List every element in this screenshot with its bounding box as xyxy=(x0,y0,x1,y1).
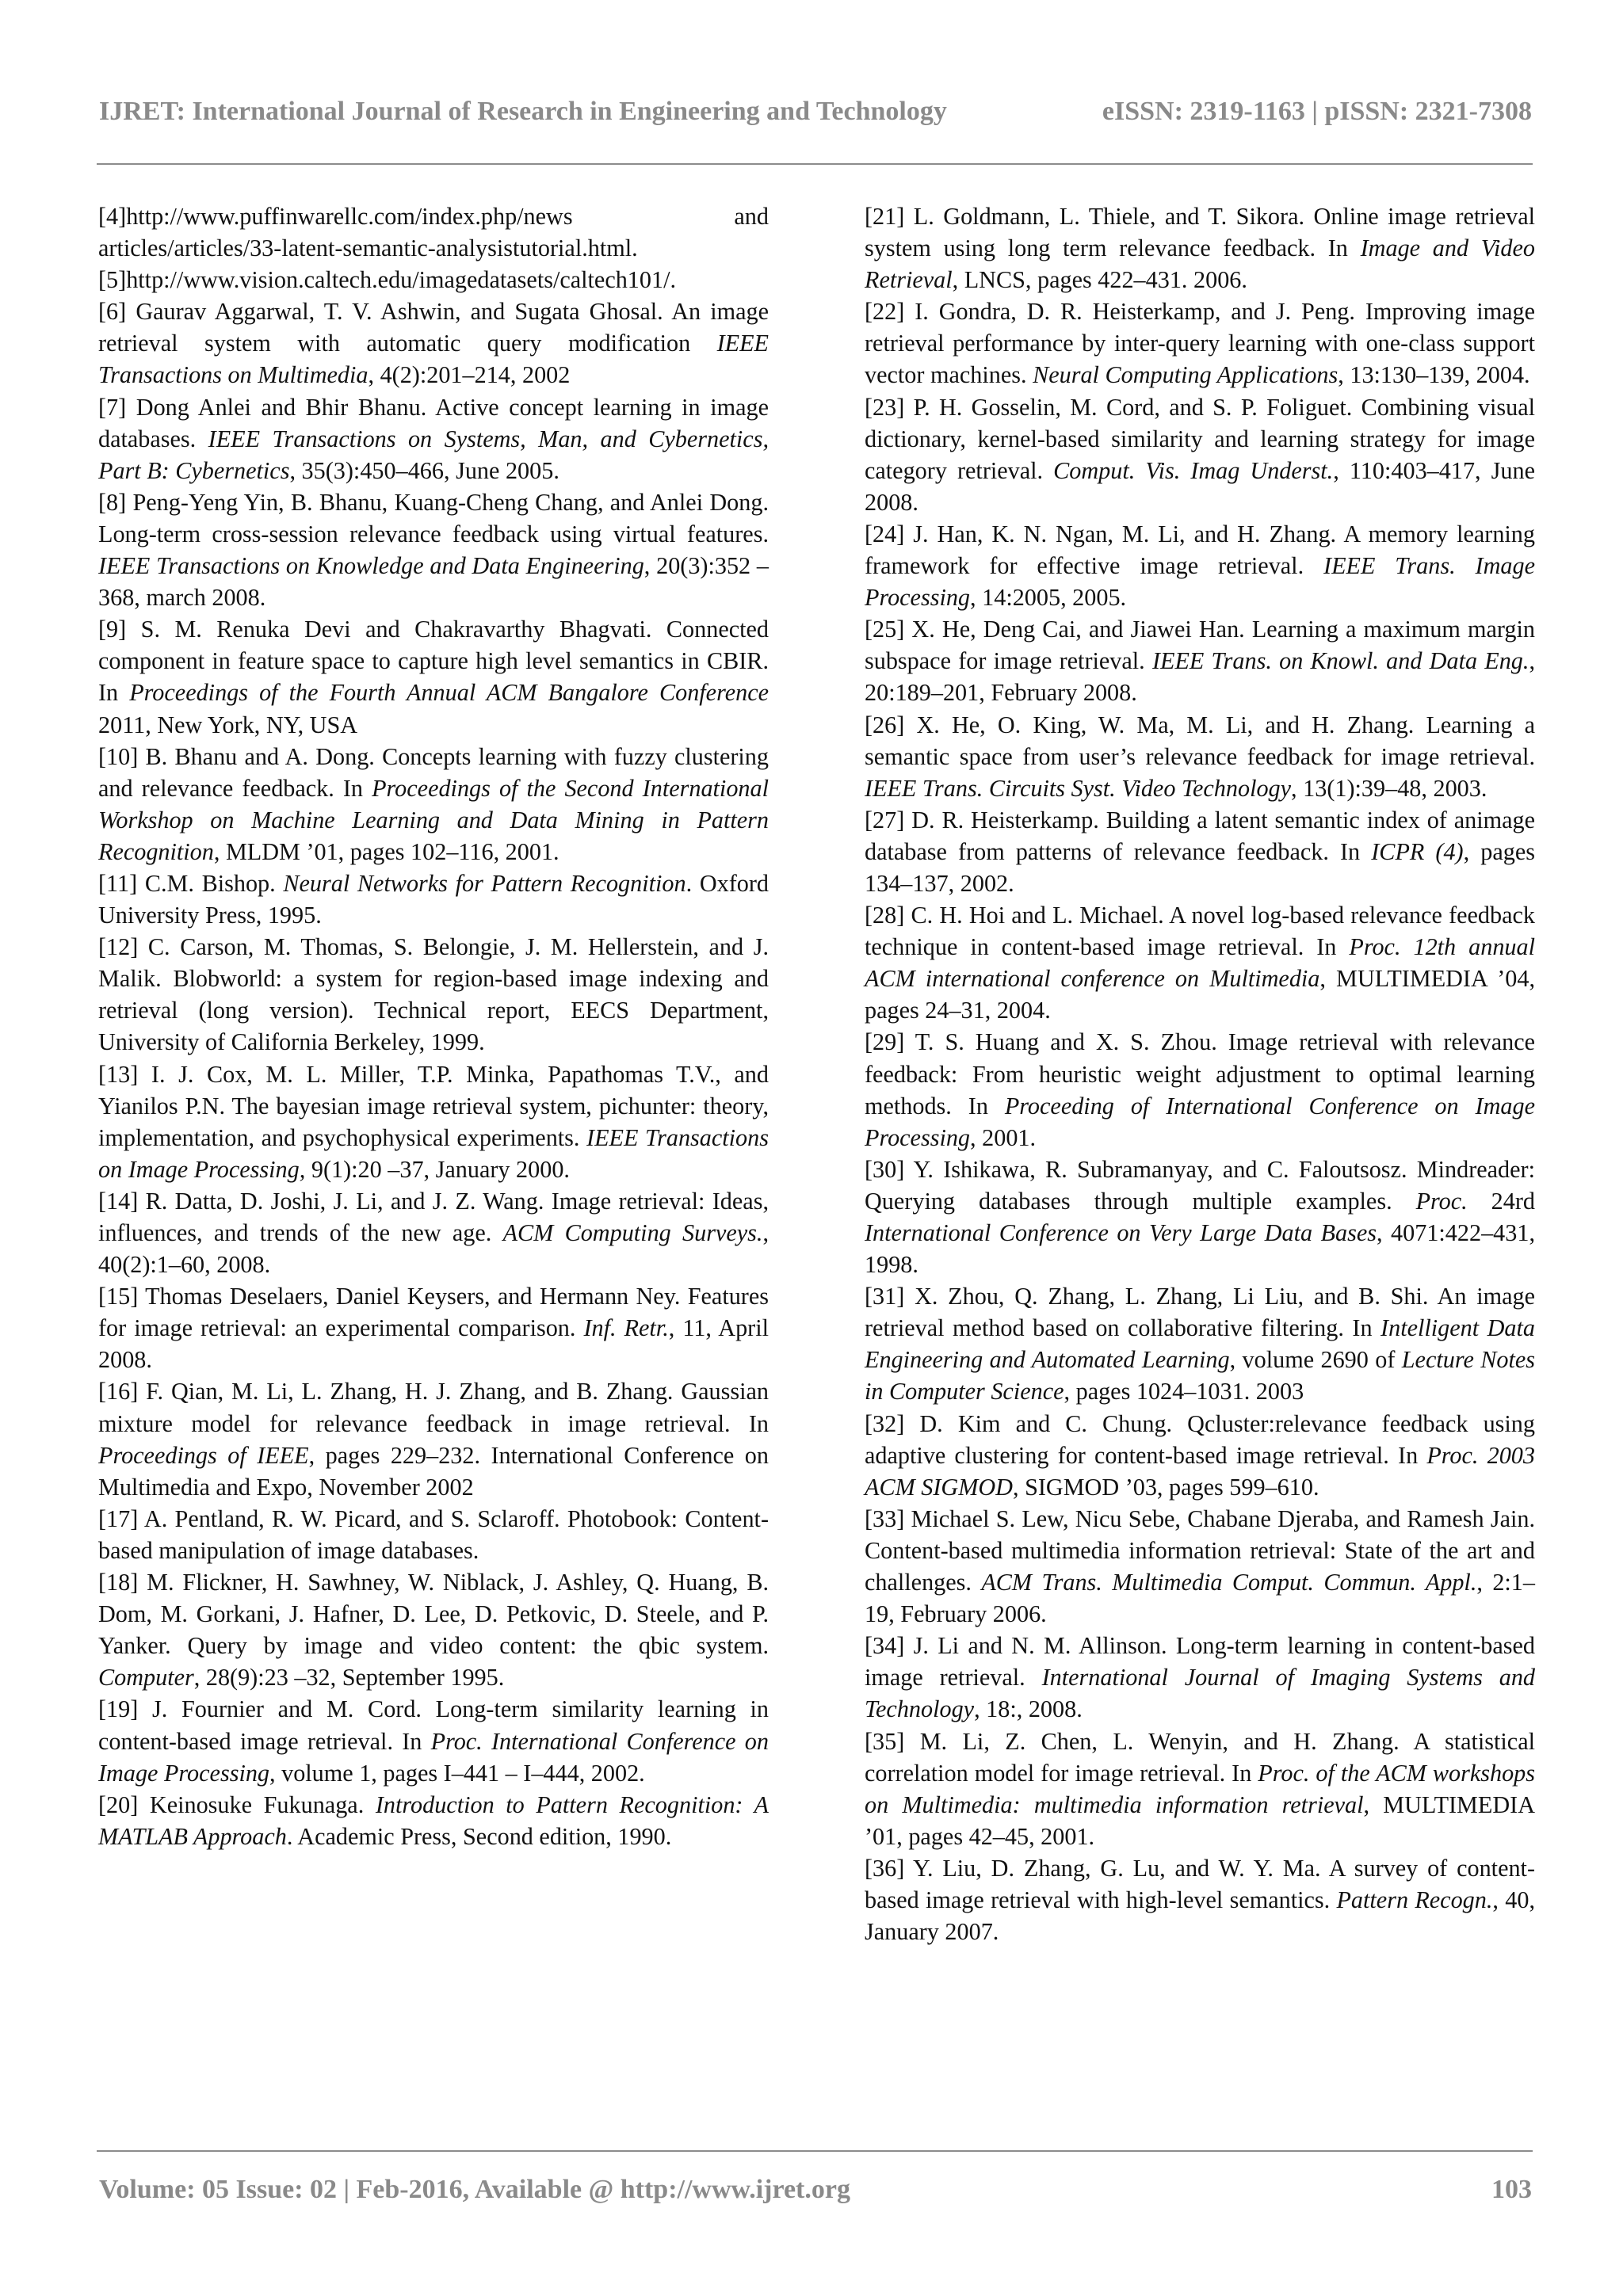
reference-italic-text: Computer xyxy=(98,1664,194,1691)
reference-italic-text: IEEE Trans. on Knowl. and Data Eng. xyxy=(1151,647,1529,675)
reference-r16 xyxy=(98,1375,769,1502)
reference-text: [15] Thomas Deselaers, Daniel Keysers, and Hermann Ney. Features for image retrieval: an experimental comparison. xyxy=(98,1283,769,1342)
reference-italic-text: Proc. 2003 ACM SIGMOD xyxy=(865,1441,1535,1501)
reference-italic-text: Proceedings of the Fourth Annual ACM Bangalore Conference xyxy=(129,679,769,707)
reference-r28 xyxy=(865,899,1535,1026)
reference-text: . Oxford University Press, 1995. xyxy=(98,869,769,929)
reference-r35 xyxy=(865,1726,1535,1852)
reference-italic-text: Proc. of the ACM workshops on Multimedia: multimedia information retrieval xyxy=(865,1759,1536,1818)
reference-italic-text: IEEE Trans. Circuits Syst. Video Technology xyxy=(865,774,1292,802)
reference-text: [17] A. Pentland, R. W. Picard, and S. Sclaroff. Photobook: Content-based manipulation of image databases. xyxy=(98,1505,769,1564)
reference-r17 xyxy=(98,1503,769,1566)
reference-r20 xyxy=(98,1789,769,1852)
reference-text: , 2:1–19, February 2006. xyxy=(865,1569,1535,1628)
reference-text: , 4(2):201–214, 2002 xyxy=(368,361,571,389)
reference-italic-text: Proceedings of IEEE xyxy=(98,1441,309,1469)
reference-italic-text: Inf. Retr. xyxy=(583,1314,669,1342)
reference-r23 xyxy=(865,391,1535,518)
reference-text: [31] X. Zhou, Q. Zhang, L. Zhang, Li Liu, and B. Shi. An image retrieval method based on collaborative filtering. In xyxy=(865,1283,1535,1342)
reference-text: [10] B. Bhanu and A. Dong. Concepts learning with fuzzy clustering and relevance feedback. In xyxy=(98,742,769,802)
reference-text: 2011, New York, NY, USA xyxy=(98,711,358,738)
reference-text: [29] T. S. Huang and X. S. Zhou. Image retrieval with relevance feedback: From heuristic weight adjustment to optimal learning methods. In xyxy=(865,1028,1535,1119)
reference-r4 xyxy=(98,200,769,264)
reference-italic-text: International Conference on Very Large Data Bases xyxy=(865,1219,1377,1246)
reference-text: [34] J. Li and N. M. Allinson. Long-term learning in content-based image retrieval. xyxy=(865,1632,1535,1691)
reference-italic-text: ICPR (4) xyxy=(1371,837,1464,865)
reference-text: , 13:130–139, 2004. xyxy=(1338,361,1530,389)
reference-italic-text: IEEE Transactions on Knowledge and Data Engineering xyxy=(98,552,644,580)
reference-text: [8] Peng-Yeng Yin, B. Bhanu, Kuang-Cheng Chang, and Anlei Dong. Long-term cross-session relevance feedback using virtual features. xyxy=(98,488,769,547)
issn-label: eISSN: 2319-1163 | pISSN: 2321-7308 xyxy=(1102,97,1532,126)
reference-r5 xyxy=(98,264,769,296)
reference-italic-text: Proc. xyxy=(1415,1187,1468,1215)
reference-italic-text: Lecture Notes in Computer Science xyxy=(865,1346,1536,1405)
reference-italic-text: IEEE Transactions on Systems, Man, and Cybernetics, Part B: Cybernetics xyxy=(98,425,769,484)
reference-text: [6] Gaurav Aggarwal, T. V. Ashwin, and Sugata Ghosal. An image retrieval system with automatic query modification xyxy=(98,298,769,357)
reference-text: , pages 1024–1031. 2003 xyxy=(1064,1378,1304,1405)
reference-text: [13] I. J. Cox, M. L. Miller, T.P. Minka, Papathomas T.V., and Yianilos P.N. The bayesian image retrieval system, pichunter: theory, implementation, and psychophysical experiments. xyxy=(98,1060,769,1151)
reference-italic-text: Pattern Recogn. xyxy=(1336,1886,1493,1913)
reference-text: [36] Y. Liu, D. Zhang, G. Lu, and W. Y. Ma. A survey of content-based image retrieval with high-level semantics. xyxy=(865,1854,1535,1913)
reference-italic-text: Proc. 12th annual ACM international conference on Multimedia xyxy=(865,933,1535,993)
reference-r32 xyxy=(865,1408,1535,1503)
reference-italic-text: Proceeding of International Conference on Image Processing xyxy=(865,1092,1535,1151)
journal-title: IJRET: International Journal of Research in Engineering and Technology xyxy=(99,97,947,126)
reference-r30 xyxy=(865,1154,1535,1280)
reference-text: [5]http://www.vision.caltech.edu/imagedatasets/caltech101/. xyxy=(98,266,677,294)
reference-r6 xyxy=(98,296,769,391)
reference-r36 xyxy=(865,1852,1535,1947)
reference-text: [33] Michael S. Lew, Nicu Sebe, Chabane Djeraba, and Ramesh Jain. Content-based multimedia information retrieval: State of the art and challenges. xyxy=(865,1505,1535,1596)
reference-r8 xyxy=(98,486,769,613)
reference-text: [14] R. Datta, D. Joshi, J. Li, and J. Z. Wang. Image retrieval: Ideas, influences, and trends of the new age. xyxy=(98,1187,769,1246)
reference-r9 xyxy=(98,613,769,740)
reference-r11 xyxy=(98,868,769,931)
reference-text: [26] X. He, O. King, W. Ma, M. Li, and H. Zhang. Learning a semantic space from user’s relevance feedback for image retrieval. xyxy=(865,711,1535,770)
header-divider xyxy=(97,163,1533,165)
reference-text: , 110:403–417, June 2008. xyxy=(865,456,1535,516)
reference-text: , 20:189–201, February 2008. xyxy=(865,647,1535,707)
reference-text: [30] Y. Ishikawa, R. Subramanyay, and C. Faloutsosz. Mindreader: Querying databases through multiple examples. xyxy=(865,1155,1535,1215)
reference-r25 xyxy=(865,613,1535,708)
reference-text: , MULTIMEDIA ’01, pages 42–45, 2001. xyxy=(865,1791,1535,1850)
reference-text: [28] C. H. Hoi and L. Michael. A novel log-based relevance feedback technique in content-based image retrieval. In xyxy=(865,902,1535,961)
reference-italic-text: IEEE Trans. Image Processing xyxy=(865,552,1535,612)
references-left-column xyxy=(98,200,769,1852)
reference-text: [22] I. Gondra, D. R. Heisterkamp, and J. Peng. Improving image retrieval performance by inter-query learning with one-class support vector machines. xyxy=(865,298,1535,389)
reference-r18 xyxy=(98,1566,769,1693)
reference-r31 xyxy=(865,1280,1535,1407)
reference-text: , 18:, 2008. xyxy=(974,1695,1083,1723)
reference-r24 xyxy=(865,518,1535,613)
reference-r7 xyxy=(98,391,769,486)
reference-text: [25] X. He, Deng Cai, and Jiawei Han. Learning a maximum margin subspace for image retrieval. xyxy=(865,616,1535,675)
reference-text: 9(1):20 –37, January 2000. xyxy=(305,1155,570,1183)
reference-r10 xyxy=(98,741,769,868)
reference-r21 xyxy=(865,200,1535,296)
reference-text: [32] D. Kim and C. Chung. Qcluster:relevance feedback using adaptive clustering for content-based image retrieval. In xyxy=(865,1409,1535,1469)
reference-italic-text: Intelligent Data Engineering and Automated Learning xyxy=(865,1314,1535,1374)
footer-volume: Volume: 05 Issue: 02 | Feb-2016, Available @ http://www.ijret.org xyxy=(99,2175,850,2204)
reference-text: [9] S. M. Renuka Devi and Chakravarthy Bhagvati. Connected component in feature space to capture high level semantics in CBIR. In xyxy=(98,616,769,707)
reference-text: , 20(3):352 –368, march 2008. xyxy=(98,552,769,612)
reference-italic-text: ACM Computing Surveys. xyxy=(502,1219,763,1246)
reference-italic-text: Comput. Vis. Imag Underst. xyxy=(1053,456,1334,484)
reference-text: [4]http://www.puffinwarellc.com/index.php/news and articles/articles/33-latent-semantic-analysistutorial.html. xyxy=(98,203,769,262)
reference-text: [11] C.M. Bishop. xyxy=(98,869,284,897)
reference-text: , 40(2):1–60, 2008. xyxy=(98,1219,769,1279)
reference-text: [35] M. Li, Z. Chen, L. Wenyin, and H. Zhang. A statistical correlation model for image retrieval. In xyxy=(865,1727,1535,1787)
reference-text: [20] Keinosuke Fukunaga. xyxy=(98,1791,376,1818)
reference-text: , volume 1, pages I–441 – I–444, 2002. xyxy=(269,1759,645,1787)
reference-r33 xyxy=(865,1503,1535,1630)
reference-italic-text: International Journal of Imaging Systems and Technology xyxy=(865,1664,1535,1723)
reference-text: [12] C. Carson, M. Thomas, S. Belongie, J. M. Hellerstein, and J. Malik. Blobworld: a system for region-based image indexing and retrieval (long version). Technical report, EECS Department, University of California Berkeley, 1999. xyxy=(98,933,769,1056)
reference-r27 xyxy=(865,804,1535,899)
reference-italic-text: Proceedings of the Second International Workshop on Machine Learning and Data Mining in Pattern Recognition xyxy=(98,774,769,865)
reference-italic-text: Proc. International Conference on Image Processing xyxy=(98,1727,769,1787)
reference-text: , 2001. xyxy=(970,1123,1037,1151)
reference-text: , 28(9):23 –32, September 1995. xyxy=(193,1664,505,1691)
reference-italic-text: Image and Video Retrieval xyxy=(865,235,1535,294)
reference-text: , pages 134–137, 2002. xyxy=(865,837,1536,897)
page-number: 103 xyxy=(1491,2175,1532,2204)
reference-text: , MULTIMEDIA ’04, pages 24–31, 2004. xyxy=(865,965,1535,1024)
references-right-column xyxy=(865,200,1535,1947)
reference-r29 xyxy=(865,1026,1535,1153)
reference-text: [7] Dong Anlei and Bhir Bhanu. Active concept learning in image databases. xyxy=(98,393,769,452)
reference-text: [23] P. H. Gosselin, M. Cord, and S. P. Foliguet. Combining visual dictionary, kernel-based similarity and learning strategy for image category retrieval. xyxy=(865,393,1535,484)
reference-r15 xyxy=(98,1280,769,1375)
reference-text: , pages 229–232. International Conference on Multimedia and Expo, November 2002 xyxy=(98,1441,769,1501)
reference-text: [27] D. R. Heisterkamp. Building a latent semantic index of animage database from patterns of relevance feedback. In xyxy=(865,806,1535,865)
reference-text: 24rd xyxy=(1467,1187,1536,1215)
reference-text: [19] J. Fournier and M. Cord. Long-term similarity learning in content-based image retrieval. In xyxy=(98,1695,769,1755)
reference-text: , 13(1):39–48, 2003. xyxy=(1291,774,1487,802)
reference-text: [24] J. Han, K. N. Ngan, M. Li, and H. Zhang. A memory learning framework for effective image retrieval. xyxy=(865,520,1535,580)
reference-r34 xyxy=(865,1630,1535,1725)
reference-text: , 35(3):450–466, June 2005. xyxy=(289,456,559,484)
reference-text: , MLDM ’01, pages 102–116, 2001. xyxy=(213,837,559,865)
reference-text: , 11, April 2008. xyxy=(98,1314,769,1374)
reference-r14 xyxy=(98,1185,769,1280)
reference-r26 xyxy=(865,709,1535,804)
reference-text: , LNCS, pages 422–431. 2006. xyxy=(952,266,1247,294)
reference-text: [21] L. Goldmann, L. Thiele, and T. Sikora. Online image retrieval system using long term relevance feedback. In xyxy=(865,203,1535,262)
reference-italic-text: Neural Networks for Pattern Recognition xyxy=(283,869,686,897)
reference-text: [18] M. Flickner, H. Sawhney, W. Niblack, J. Ashley, Q. Huang, B. Dom, M. Gorkani, J. Hafner, D. Lee, D. Petkovic, D. Steele, and P. Yanker. Query by image and video content: the qbic system. xyxy=(98,1569,769,1660)
reference-italic-text: IEEE Transactions on Image Processing, xyxy=(98,1123,769,1183)
footer-divider xyxy=(97,2150,1533,2152)
reference-italic-text: ACM Trans. Multimedia Comput. Commun. Appl. xyxy=(981,1569,1477,1596)
reference-italic-text: IEEE Transactions on Multimedia xyxy=(98,330,769,389)
reference-text: , 4071:422–431, 1998. xyxy=(865,1219,1535,1279)
reference-text: , 14:2005, 2005. xyxy=(970,584,1127,612)
reference-r19 xyxy=(98,1693,769,1788)
reference-text: , SIGMOD ’03, pages 599–610. xyxy=(1012,1473,1319,1501)
reference-r13 xyxy=(98,1058,769,1185)
reference-r22 xyxy=(865,296,1535,391)
reference-italic-text: Introduction to Pattern Recognition: A MATLAB Approach xyxy=(98,1791,769,1850)
reference-text: . Academic Press, Second edition, 1990. xyxy=(286,1822,672,1850)
reference-italic-text: Neural Computing Applications xyxy=(1033,361,1338,389)
reference-text: [16] F. Qian, M. Li, L. Zhang, H. J. Zhang, and B. Zhang. Gaussian mixture model for relevance feedback in image retrieval. In xyxy=(98,1378,769,1437)
reference-text: , volume 2690 of xyxy=(1229,1346,1402,1374)
reference-r12 xyxy=(98,931,769,1058)
reference-text: , 40, January 2007. xyxy=(865,1886,1535,1946)
